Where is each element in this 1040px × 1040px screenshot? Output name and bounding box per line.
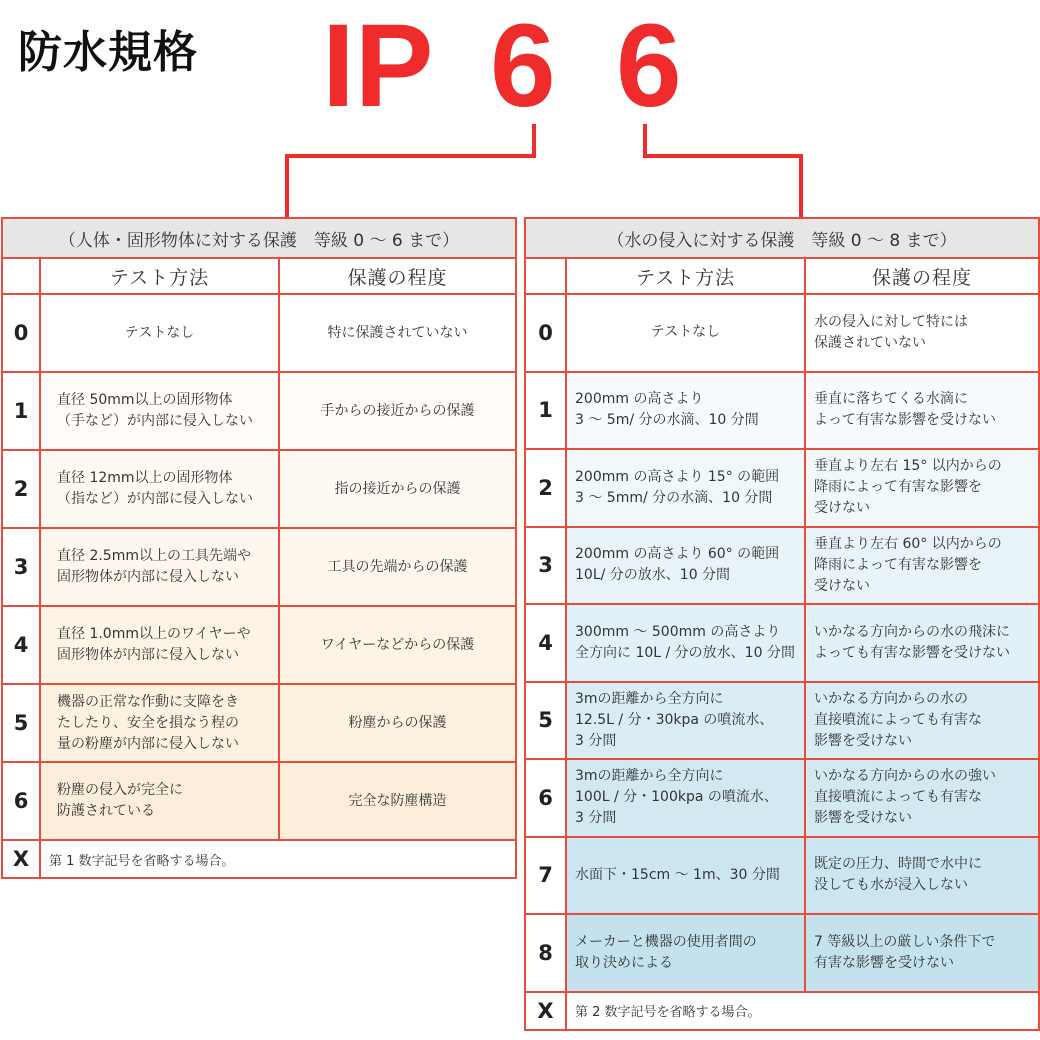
first-digit-connector <box>287 124 534 218</box>
left-level-col-header: 保護の程度 <box>279 258 516 294</box>
table-row <box>525 527 1039 605</box>
protection-level-cell: 既定の圧力、時間で水中に 没しても水が浸入しない <box>805 837 1039 915</box>
table-row <box>525 372 1039 450</box>
table-row <box>525 914 1039 992</box>
page-title: 防水規格 <box>18 27 198 78</box>
test-method-cell: テストなし <box>566 294 805 372</box>
left-note-grade: X <box>2 840 40 878</box>
right-note-grade: X <box>525 992 566 1030</box>
ip-connector-lines <box>0 0 1040 230</box>
grade-cell: 0 <box>2 294 40 372</box>
ip-first-digit: 6 <box>490 0 556 132</box>
grade-cell: 2 <box>525 449 566 527</box>
protection-level-cell: 工具の先端からの保護 <box>279 528 516 606</box>
table-row <box>525 837 1039 915</box>
test-method-cell: 300mm 〜 500mm の高さより 全方向に 10L / 分の放水、10 分間 <box>566 604 805 682</box>
table-row <box>525 294 1039 372</box>
table-row <box>2 684 516 762</box>
test-method-cell: 直径 12mm以上の固形物体 （指など）が内部に侵入しない <box>40 450 279 528</box>
protection-level-cell: 垂直に落ちてくる水滴に よって有害な影響を受けない <box>805 372 1039 450</box>
table-row <box>2 372 516 450</box>
right-note: 第 2 数字記号を省略する場合。 <box>566 992 1039 1030</box>
grade-cell: 4 <box>525 604 566 682</box>
test-method-cell: 機器の正常な作動に支障をき たしたり、安全を損なう程の 量の粉塵が内部に侵入しない <box>40 684 279 762</box>
protection-level-cell: 特に保護されていない <box>279 294 516 372</box>
left-grade-col-header <box>2 258 40 294</box>
grade-cell: 1 <box>2 372 40 450</box>
protection-level-cell: いかなる方向からの水の強い 直接噴流によっても有害な 影響を受けない <box>805 759 1039 837</box>
test-method-cell: 3mの距離から全方向に 100L / 分・100kpa の噴流水、 3 分間 <box>566 759 805 837</box>
right-table-header: （水の侵入に対する保護 等級 0 〜 8 まで） <box>525 218 1039 258</box>
test-method-cell: 直径 1.0mm以上のワイヤーや 固形物体が内部に侵入しない <box>40 606 279 684</box>
test-method-cell: 200mm の高さより 15° の範囲 3 〜 5mm/ 分の水滴、10 分間 <box>566 449 805 527</box>
protection-level-cell: 指の接近からの保護 <box>279 450 516 528</box>
test-method-cell: 200mm の高さより 60° の範囲 10L/ 分の放水、10 分間 <box>566 527 805 605</box>
table-row <box>2 294 516 372</box>
test-method-cell: 200mm の高さより 3 〜 5m/ 分の水滴、10 分間 <box>566 372 805 450</box>
protection-level-cell: ワイヤーなどからの保護 <box>279 606 516 684</box>
table-row <box>2 528 516 606</box>
protection-level-cell: いかなる方向からの水の 直接噴流によっても有害な 影響を受けない <box>805 682 1039 760</box>
grade-cell: 1 <box>525 372 566 450</box>
grade-cell: 5 <box>525 682 566 760</box>
grade-cell: 3 <box>2 528 40 606</box>
left-test-col-header: テスト方法 <box>40 258 279 294</box>
grade-cell: 7 <box>525 837 566 915</box>
protection-level-cell: いかなる方向からの水の飛沫に よっても有害な影響を受けない <box>805 604 1039 682</box>
table-row <box>525 604 1039 682</box>
right-grade-col-header <box>525 258 566 294</box>
test-method-cell: 3mの距離から全方向に 12.5L / 分・30kpa の噴流水、 3 分間 <box>566 682 805 760</box>
water-protection-table <box>524 217 1040 1031</box>
test-method-cell: 直径 50mm以上の固形物体 （手など）が内部に侵入しない <box>40 372 279 450</box>
grade-cell: 6 <box>525 759 566 837</box>
test-method-cell: メーカーと機器の使用者間の 取り決めによる <box>566 914 805 992</box>
table-row <box>525 449 1039 527</box>
grade-cell: 5 <box>2 684 40 762</box>
protection-level-cell: 垂直より左右 60° 以内からの 降雨によって有害な影響を 受けない <box>805 527 1039 605</box>
test-method-cell: 直径 2.5mm以上の工具先端や 固形物体が内部に侵入しない <box>40 528 279 606</box>
ip-prefix: IP <box>322 0 434 132</box>
right-test-col-header: テスト方法 <box>566 258 805 294</box>
table-row <box>2 450 516 528</box>
table-row <box>2 762 516 840</box>
test-method-cell: 水面下・15cm 〜 1m、30 分間 <box>566 837 805 915</box>
protection-level-cell: 7 等級以上の厳しい条件下で 有害な影響を受けない <box>805 914 1039 992</box>
protection-level-cell: 完全な防塵構造 <box>279 762 516 840</box>
test-method-cell: 粉塵の侵入が完全に 防護されている <box>40 762 279 840</box>
table-row <box>2 606 516 684</box>
protection-level-cell: 粉塵からの保護 <box>279 684 516 762</box>
protection-level-cell: 手からの接近からの保護 <box>279 372 516 450</box>
ip-second-digit: 6 <box>616 0 682 132</box>
table-row <box>525 682 1039 760</box>
second-digit-connector <box>645 124 801 218</box>
test-method-cell: テストなし <box>40 294 279 372</box>
solid-protection-table <box>1 217 517 879</box>
table-row <box>525 759 1039 837</box>
grade-cell: 8 <box>525 914 566 992</box>
left-table-header: （人体・固形物体に対する保護 等級 0 〜 6 まで） <box>2 218 516 258</box>
grade-cell: 2 <box>2 450 40 528</box>
protection-level-cell: 垂直より左右 15° 以内からの 降雨によって有害な影響を 受けない <box>805 449 1039 527</box>
grade-cell: 3 <box>525 527 566 605</box>
grade-cell: 4 <box>2 606 40 684</box>
grade-cell: 6 <box>2 762 40 840</box>
grade-cell: 0 <box>525 294 566 372</box>
left-note: 第 1 数字記号を省略する場合。 <box>40 840 516 878</box>
right-level-col-header: 保護の程度 <box>805 258 1039 294</box>
protection-level-cell: 水の侵入に対して特には 保護されていない <box>805 294 1039 372</box>
